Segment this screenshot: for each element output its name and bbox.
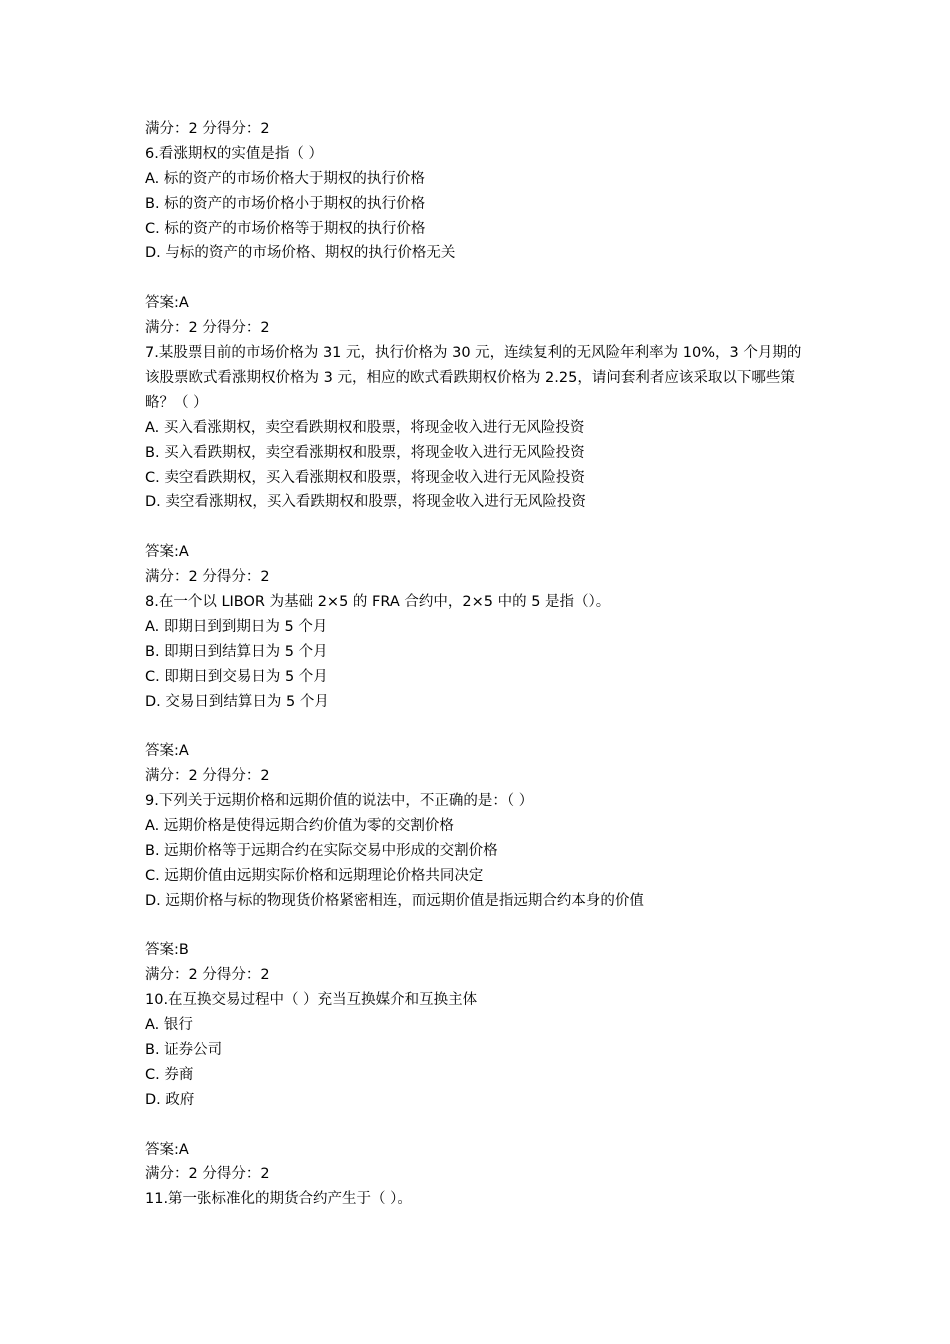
spacer (145, 266, 815, 291)
option-a: A. 远期价格是使得远期合约价值为零的交割价格 (145, 817, 454, 834)
option-a: A. 标的资产的市场价格大于期权的执行价格 (145, 170, 425, 187)
answer-line: 答案:A (145, 544, 189, 561)
option-d: D. 卖空看涨期权，买入看跌期权和股票，将现金收入进行无风险投资 (145, 494, 586, 511)
question-block (145, 142, 815, 341)
question-text: 8.在一个以 LIBOR 为基础 2×5 的 FRA 合约中，2×5 中的 5 是指（）。 (145, 593, 611, 610)
option-a: A. 即期日到到期日为 5 个月 (145, 618, 328, 635)
option-a: A. 买入看涨期权，卖空看跌期权和股票，将现金收入进行无风险投资 (145, 419, 585, 436)
answer-line: 答案:A (145, 295, 189, 312)
score-line: 满分：2 分得分：2 (145, 569, 270, 586)
answer-line: 答案:A (145, 743, 189, 760)
score-line: 满分：2 分得分：2 (145, 967, 270, 984)
question-block (145, 789, 815, 988)
option-d: D. 交易日到结算日为 5 个月 (145, 693, 329, 710)
option-b: B. 即期日到结算日为 5 个月 (145, 643, 328, 660)
question-text: 6.看涨期权的实值是指（ ） (145, 145, 323, 162)
option-d: D. 政府 (145, 1091, 195, 1108)
option-d: D. 与标的资产的市场价格、期权的执行价格无关 (145, 245, 456, 262)
option-a: A. 银行 (145, 1017, 193, 1034)
question-text: 9.下列关于远期价格和远期价值的说法中，不正确的是：（ ） (145, 793, 534, 810)
question-block (145, 590, 815, 789)
score-line: 满分：2 分得分：2 (145, 768, 270, 785)
spacer (145, 714, 815, 739)
option-b: B. 买入看跌期权，卖空看涨期权和股票，将现金收入进行无风险投资 (145, 444, 585, 461)
option-b: B. 证券公司 (145, 1042, 223, 1058)
option-c: C. 券商 (145, 1066, 194, 1083)
question-block (145, 341, 815, 590)
option-c: C. 即期日到交易日为 5 个月 (145, 668, 328, 685)
option-b: B. 标的资产的市场价格小于期权的执行价格 (145, 195, 426, 212)
answer-line: 答案:A (145, 1141, 189, 1158)
option-c: C. 卖空看跌期权，买入看涨期权和股票，将现金收入进行无风险投资 (145, 469, 585, 486)
score-line: 满分：2 分得分：2 (145, 121, 270, 137)
question-text: 7.某股票目前的市场价格为 31 元，执行价格为 30 元，连续复利的无风险年利率为 10%，3 个月期的该股票欧式看涨期权价格为 3 元，相应的欧式看跌期权价格为 2.25，请问套利者应该采取以下哪些策略？（ ） (145, 345, 802, 411)
option-b: B. 远期价格等于远期合约在实际交易中形成的交割价格 (145, 842, 498, 859)
spacer (145, 515, 815, 540)
question-block (145, 988, 815, 1187)
document-page (145, 117, 815, 1212)
option-d: D. 远期价格与标的物现货价格紧密相连，而远期价值是指远期合约本身的价值 (145, 892, 644, 909)
score-line: 满分：2 分得分：2 (145, 1166, 270, 1183)
question-text: 11.第一张标准化的期货合约产生于（ ）。 (145, 1191, 412, 1208)
option-c: C. 远期价值由远期实际价格和远期理论价格共同决定 (145, 867, 484, 884)
spacer (145, 1113, 815, 1138)
spacer (145, 914, 815, 939)
option-c: C. 标的资产的市场价格等于期权的执行价格 (145, 220, 426, 237)
score-line: 满分：2 分得分：2 (145, 320, 270, 337)
answer-line: 答案:B (145, 942, 189, 959)
question-text: 10.在互换交易过程中（ ）充当互换媒介和互换主体 (145, 992, 478, 1009)
